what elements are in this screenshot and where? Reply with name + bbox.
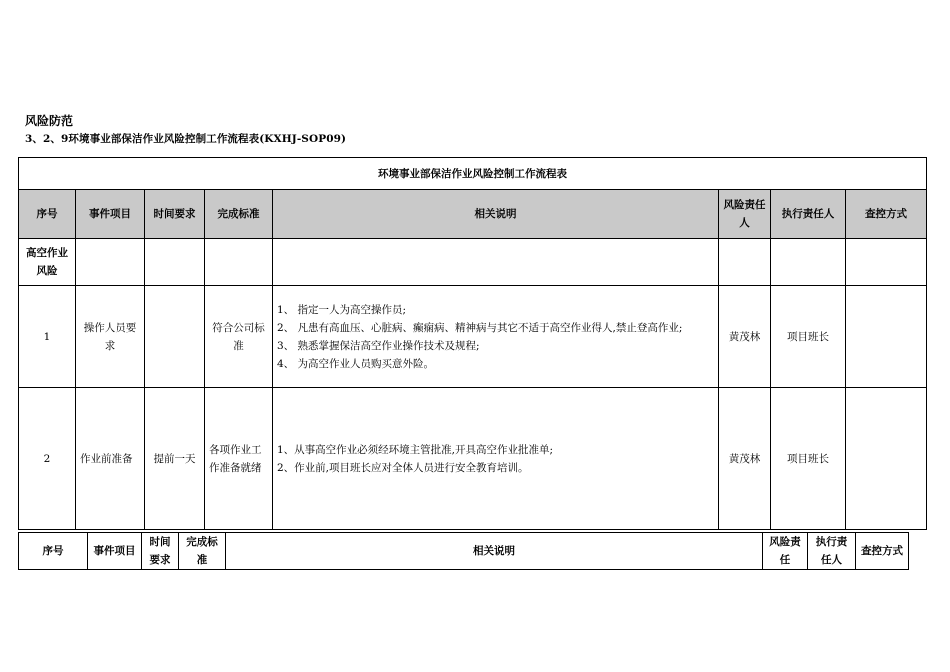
row-exec-owner: 项目班长 xyxy=(771,388,846,530)
header-risk-owner: 风险责任人 xyxy=(719,190,771,239)
row-item: 作业前准备 xyxy=(76,388,145,530)
row-no: 2 xyxy=(19,388,76,530)
footer-header-check-method: 查控方式 xyxy=(856,533,909,570)
row-check-method xyxy=(846,388,927,530)
row-item: 操作人员要求 xyxy=(76,286,145,388)
header-exec-owner: 执行责任人 xyxy=(771,190,846,239)
header-check-method: 查控方式 xyxy=(846,190,927,239)
description-line: 3、 熟悉掌握保洁高空作业操作技术及规程; xyxy=(277,339,480,352)
description-line: 4、 为高空作业人员购买意外险。 xyxy=(277,357,435,370)
section-label: 高空作业风险 xyxy=(19,239,76,286)
row-time xyxy=(145,286,205,388)
row-risk-owner: 黄茂林 xyxy=(719,286,771,388)
row-standard: 各项作业工作准备就绪 xyxy=(205,388,273,530)
footer-header-item: 事件项目 xyxy=(88,533,142,570)
table-title: 环境事业部保洁作业风险控制工作流程表 xyxy=(19,158,927,190)
row-description xyxy=(273,286,719,388)
repeated-header-table xyxy=(18,532,909,570)
header-time: 时间要求 xyxy=(145,190,205,239)
row-time: 提前一天 xyxy=(145,388,205,530)
row-no: 1 xyxy=(19,286,76,388)
section-heading: 风险防范 xyxy=(25,114,74,128)
row-exec-owner: 项目班长 xyxy=(771,286,846,388)
table-row xyxy=(19,388,927,530)
description-line: 1、 指定一人为高空操作员; xyxy=(277,303,407,316)
header-standard: 完成标准 xyxy=(205,190,273,239)
row-standard: 符合公司标准 xyxy=(205,286,273,388)
description-line: 1、从事高空作业必须经环境主管批准,开具高空作业批准单; xyxy=(277,443,554,456)
description-line: 2、 凡患有高血压、心脏病、癫痫病、精神病与其它不适于高空作业得人,禁止登高作业; xyxy=(277,321,683,334)
footer-header-standard: 完成标准 xyxy=(179,533,226,570)
header-description: 相关说明 xyxy=(273,190,719,239)
table-row xyxy=(19,286,927,388)
footer-header-risk-owner: 风险责任 xyxy=(763,533,808,570)
document-subtitle: 3、2、9环境事业部保洁作业风险控制工作流程表(KXHJ-SOP09) xyxy=(25,133,347,145)
row-check-method xyxy=(846,286,927,388)
footer-header-description: 相关说明 xyxy=(226,533,763,570)
footer-header-time: 时间要求 xyxy=(142,533,179,570)
section-row xyxy=(19,239,927,286)
risk-control-table xyxy=(18,157,927,530)
footer-header-exec-owner: 执行责任人 xyxy=(808,533,856,570)
row-risk-owner: 黄茂林 xyxy=(719,388,771,530)
row-description xyxy=(273,388,719,530)
header-item: 事件项目 xyxy=(76,190,145,239)
description-line: 2、作业前,项目班长应对全体人员进行安全教育培训。 xyxy=(277,461,529,474)
header-no: 序号 xyxy=(19,190,76,239)
footer-header-no: 序号 xyxy=(19,533,88,570)
